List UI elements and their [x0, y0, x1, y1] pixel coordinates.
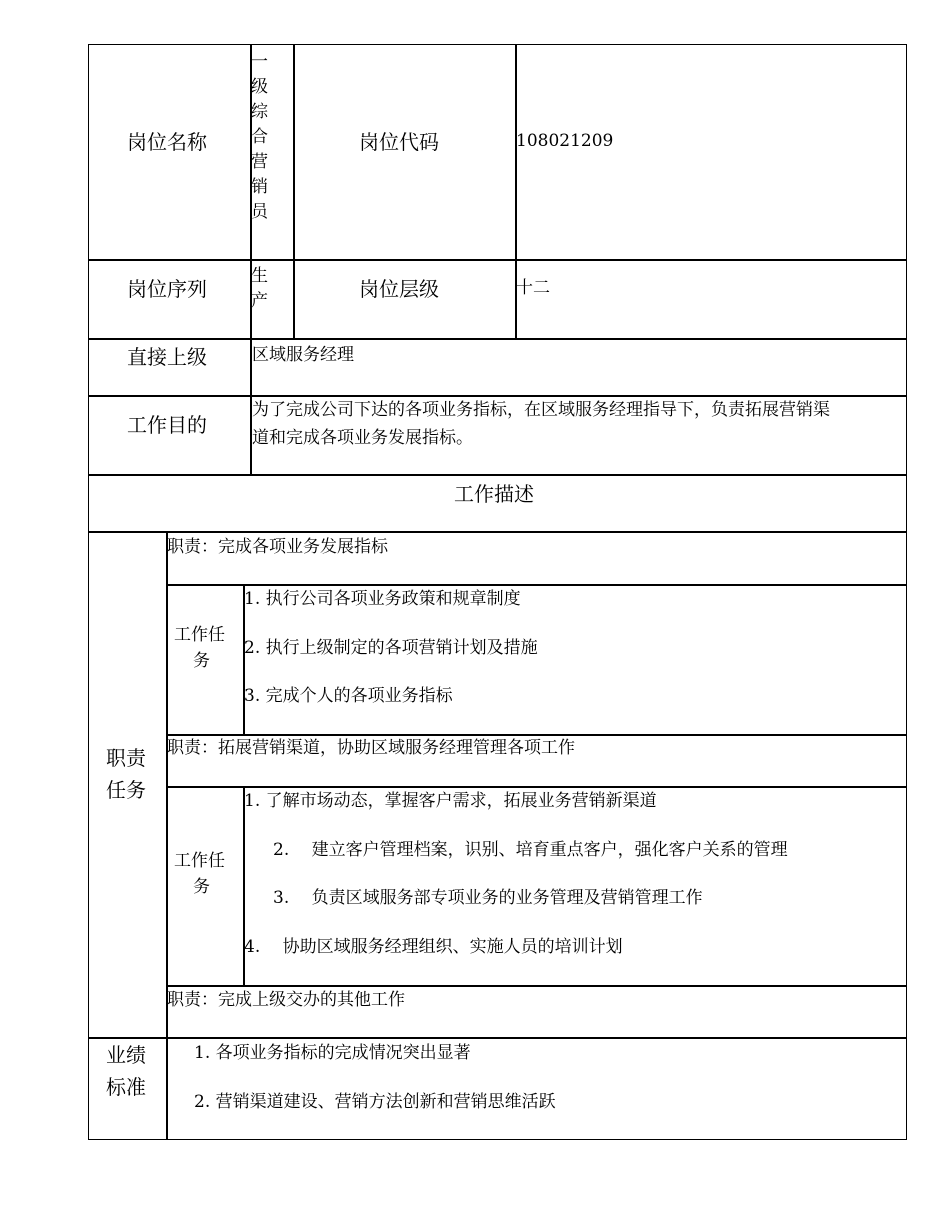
performance-label: 标准 [106, 1075, 146, 1099]
post-level-label: 岗位层级 [359, 277, 439, 301]
task-label: 工作任 [174, 851, 225, 871]
supervisor-value: 区域服务经理 [252, 345, 354, 365]
work-purpose-label: 工作目的 [127, 413, 207, 437]
task-label: 务 [193, 877, 210, 897]
supervisor-label: 直接上级 [127, 345, 207, 369]
row-divider [88, 474, 907, 476]
task-item: 1. 执行公司各项业务政策和规章制度 [244, 589, 521, 609]
row-divider [166, 786, 907, 788]
task-item: 1. 了解市场动态，掌握客户需求，拓展业务营销新渠道 [244, 791, 657, 811]
task-label: 工作任 [174, 625, 225, 645]
col-divider [166, 531, 168, 1140]
post-code-label: 岗位代码 [359, 130, 439, 154]
row-divider [88, 338, 907, 340]
post-sequence-label: 岗位序列 [127, 277, 207, 301]
duty-title: 职责：拓展营销渠道，协助区域服务经理管理各项工作 [167, 738, 575, 758]
duties-label: 任务 [106, 778, 146, 802]
row-divider [166, 734, 907, 736]
post-name-label: 岗位名称 [127, 130, 207, 154]
performance-item: 1. 各项业务指标的完成情况突出显著 [194, 1043, 471, 1063]
task-item: 2. 执行上级制定的各项营销计划及措施 [244, 638, 538, 658]
work-purpose-line: 道和完成各项业务发展指标。 [252, 428, 473, 448]
task-item: 2. 建立客户管理档案，识别、培育重点客户，强化客户关系的管理 [273, 840, 788, 860]
row-divider [88, 395, 907, 397]
performance-item: 2. 营销渠道建设、营销方法创新和营销思维活跃 [194, 1092, 556, 1112]
post-sequence-value: 生产 [251, 266, 268, 311]
performance-label: 业绩 [106, 1043, 146, 1067]
row-divider [166, 584, 907, 586]
duty-title: 职责：完成上级交办的其他工作 [167, 990, 405, 1010]
row-divider [166, 985, 907, 987]
post-code-value: 108021209 [516, 131, 614, 151]
task-item: 4. 协助区域服务经理组织、实施人员的培训计划 [244, 937, 623, 957]
post-name-value: 一级综合营销员 [251, 52, 268, 222]
row-divider [88, 531, 907, 533]
duties-label: 职责 [106, 746, 146, 770]
task-label: 务 [193, 651, 210, 671]
section-title: 工作描述 [454, 482, 534, 506]
post-level-value: 十二 [516, 278, 550, 298]
row-divider [88, 259, 907, 261]
row-divider [88, 1037, 907, 1039]
task-item: 3. 完成个人的各项业务指标 [244, 686, 453, 706]
col-divider [293, 44, 295, 339]
task-item: 3. 负责区域服务部专项业务的业务管理及营销管理工作 [273, 888, 703, 908]
work-purpose-line: 为了完成公司下达的各项业务指标，在区域服务经理指导下，负责拓展营销渠 [252, 400, 830, 420]
duty-title: 职责：完成各项业务发展指标 [167, 537, 388, 557]
